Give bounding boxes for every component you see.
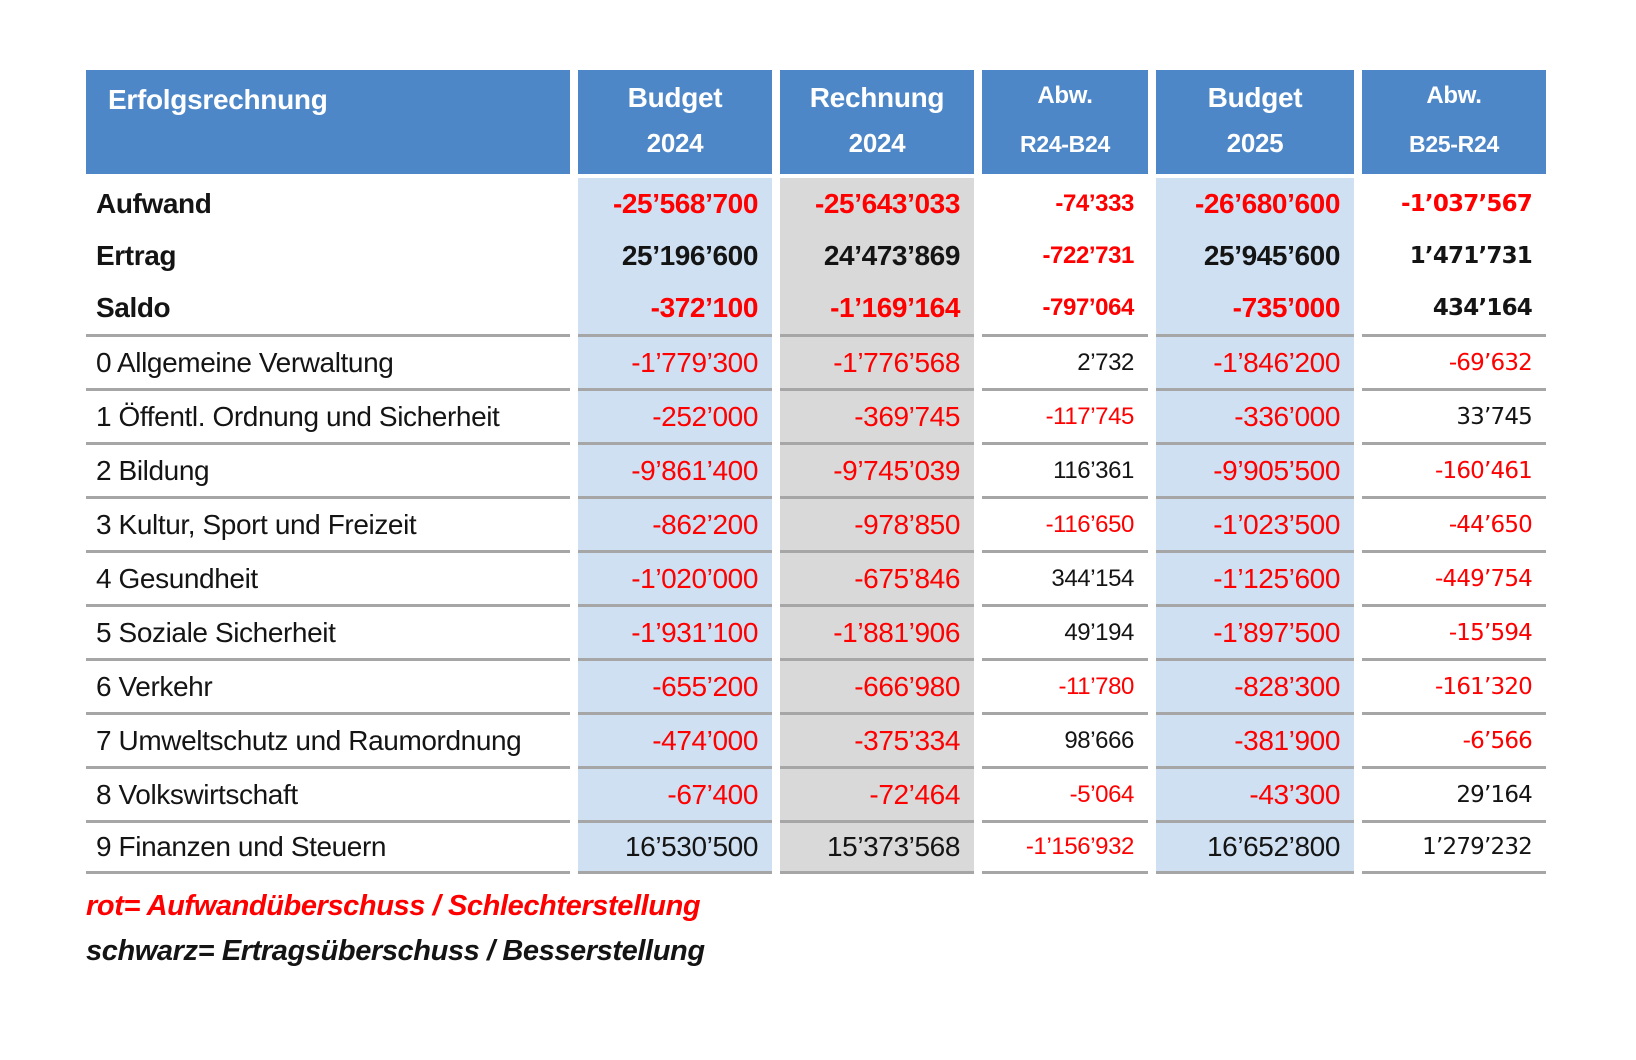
cell-value: 1’471’731 — [1409, 243, 1532, 269]
erfolgsrechnung-table — [86, 70, 1546, 874]
cell-value: 25’945’600 — [1156, 230, 1354, 282]
cell-value: 116’361 — [982, 442, 1148, 496]
cell-value: -655’200 — [578, 658, 772, 712]
row-label: Saldo — [96, 292, 171, 323]
header-line2: 2024 — [848, 128, 906, 158]
header-col-budget-2024 — [578, 70, 772, 174]
header-line2: 2025 — [1226, 128, 1284, 158]
cell-value: -722’731 — [1042, 242, 1134, 269]
cell-value: -1’169’164 — [780, 282, 974, 334]
cell-value: -117’745 — [982, 388, 1148, 442]
header-col-abw-r24-b24 — [982, 70, 1148, 174]
cell-value: 29’164 — [1362, 766, 1546, 820]
cell-value: 16’530’500 — [578, 820, 772, 874]
table-body — [86, 178, 1546, 874]
cell-value: -1’776’568 — [780, 334, 974, 388]
table-row — [86, 496, 1546, 550]
cell-value: -666’980 — [780, 658, 974, 712]
cell-value: -9’745’039 — [780, 442, 974, 496]
cell-value: -381’900 — [1156, 712, 1354, 766]
cell-value: -1’779’300 — [578, 334, 772, 388]
cell-value: 15’373’568 — [780, 820, 974, 874]
table-row — [86, 766, 1546, 820]
header-line1: Abw. — [1037, 82, 1093, 109]
table-row — [86, 550, 1546, 604]
cell-value: 344’154 — [982, 550, 1148, 604]
header-line2: R24-B24 — [1020, 131, 1110, 157]
cell-value: -1’897’500 — [1156, 604, 1354, 658]
table-row — [86, 230, 1546, 282]
table-row — [86, 282, 1546, 334]
header-line2: 2024 — [646, 128, 704, 158]
table-row — [86, 604, 1546, 658]
cell-value: 98’666 — [982, 712, 1148, 766]
table-row — [86, 178, 1546, 230]
cell-value: -6’566 — [1362, 712, 1546, 766]
table-header-row — [86, 70, 1546, 174]
row-label: 1 Öffentl. Ordnung und Sicherheit — [86, 388, 570, 442]
cell-value: -735’000 — [1156, 282, 1354, 334]
cell-value: 2’732 — [982, 334, 1148, 388]
cell-value: -43’300 — [1156, 766, 1354, 820]
row-label: 0 Allgemeine Verwaltung — [86, 334, 570, 388]
cell-value: 16’652’800 — [1156, 820, 1354, 874]
cell-value: -1’846’200 — [1156, 334, 1354, 388]
cell-value: -5’064 — [982, 766, 1148, 820]
cell-value: -1’037’567 — [1400, 191, 1532, 217]
table-row — [86, 334, 1546, 388]
cell-value: -1’931’100 — [578, 604, 772, 658]
cell-value: 49’194 — [982, 604, 1148, 658]
cell-value: -449’754 — [1362, 550, 1546, 604]
header-line1: Abw. — [1426, 82, 1482, 109]
cell-value: -25’568’700 — [578, 178, 772, 230]
cell-value: -336’000 — [1156, 388, 1354, 442]
row-label: Ertrag — [96, 240, 177, 271]
cell-value: -862’200 — [578, 496, 772, 550]
cell-value: -828’300 — [1156, 658, 1354, 712]
cell-value: 24’473’869 — [780, 230, 974, 282]
cell-value: -1’125’600 — [1156, 550, 1354, 604]
legend — [86, 884, 705, 974]
cell-value: -675’846 — [780, 550, 974, 604]
header-col-rechnung-2024 — [780, 70, 974, 174]
cell-value: -44’650 — [1362, 496, 1546, 550]
row-label: 9 Finanzen und Steuern — [86, 820, 570, 874]
table-row — [86, 820, 1546, 874]
table-row — [86, 658, 1546, 712]
cell-value: -72’464 — [780, 766, 974, 820]
cell-value: -1’023’500 — [1156, 496, 1354, 550]
legend-black-line: schwarz= Ertragsüberschuss / Besserstellung — [86, 935, 705, 967]
cell-value: -1’881’906 — [780, 604, 974, 658]
header-line2: B25-R24 — [1409, 131, 1499, 157]
cell-value: -372’100 — [578, 282, 772, 334]
cell-value: 434’164 — [1432, 295, 1532, 321]
cell-value: -67’400 — [578, 766, 772, 820]
cell-value: -1’156’932 — [982, 820, 1148, 874]
header-line1: Budget — [627, 82, 723, 113]
cell-value: -369’745 — [780, 388, 974, 442]
cell-value: -11’780 — [982, 658, 1148, 712]
header-col-abw-b25-r24 — [1362, 70, 1546, 174]
cell-value: -9’861’400 — [578, 442, 772, 496]
cell-value: 33’745 — [1362, 388, 1546, 442]
cell-value: -978’850 — [780, 496, 974, 550]
row-label: Aufwand — [96, 188, 212, 219]
cell-value: -74’333 — [1055, 190, 1134, 217]
cell-value: -474’000 — [578, 712, 772, 766]
row-label: 3 Kultur, Sport und Freizeit — [86, 496, 570, 550]
row-label: 6 Verkehr — [86, 658, 570, 712]
row-label: 8 Volkswirtschaft — [86, 766, 570, 820]
header-erfolgsrechnung — [86, 70, 570, 174]
row-label: 4 Gesundheit — [86, 550, 570, 604]
cell-value: -160’461 — [1362, 442, 1546, 496]
cell-value: 25’196’600 — [578, 230, 772, 282]
header-line1: Rechnung — [809, 82, 945, 113]
cell-value: -25’643’033 — [780, 178, 974, 230]
table-row — [86, 442, 1546, 496]
cell-value: -1’020’000 — [578, 550, 772, 604]
cell-value: -797’064 — [1042, 294, 1134, 321]
cell-value: -375’334 — [780, 712, 974, 766]
row-label: 7 Umweltschutz und Raumordnung — [86, 712, 570, 766]
header-col-budget-2025 — [1156, 70, 1354, 174]
cell-value: 1’279’232 — [1362, 820, 1546, 874]
row-label: 5 Soziale Sicherheit — [86, 604, 570, 658]
cell-value: -161’320 — [1362, 658, 1546, 712]
header-line1: Budget — [1207, 82, 1303, 113]
cell-value: -26’680’600 — [1156, 178, 1354, 230]
table-row — [86, 712, 1546, 766]
cell-value: -9’905’500 — [1156, 442, 1354, 496]
cell-value: -15’594 — [1362, 604, 1546, 658]
header-erfolgsrechnung-label: Erfolgsrechnung — [108, 84, 328, 115]
legend-red-line: rot= Aufwandüberschuss / Schlechterstellung — [86, 890, 701, 922]
cell-value: -69’632 — [1362, 334, 1546, 388]
row-label: 2 Bildung — [86, 442, 570, 496]
cell-value: -116’650 — [982, 496, 1148, 550]
cell-value: -252’000 — [578, 388, 772, 442]
table-row — [86, 388, 1546, 442]
